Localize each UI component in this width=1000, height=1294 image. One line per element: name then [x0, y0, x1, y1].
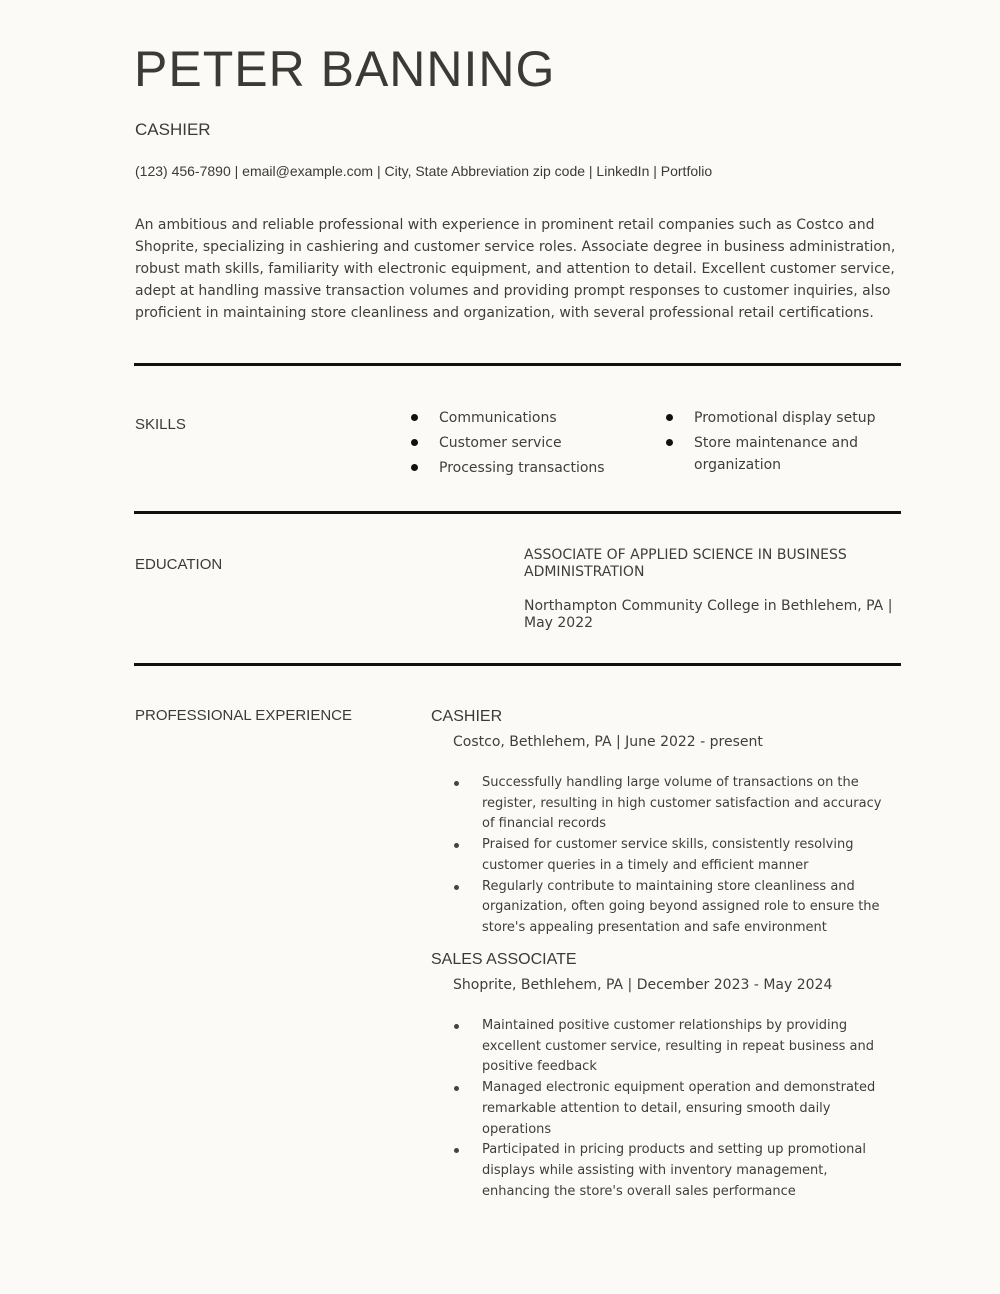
role-bullets [453, 1016, 893, 1202]
experience-heading: PROFESSIONAL EXPERIENCE [135, 707, 353, 724]
skills-list-left [411, 407, 605, 482]
candidate-name: PETER BANNING [134, 41, 556, 97]
skill-item: Processing transactions [411, 457, 605, 479]
education-degree: ASSOCIATE OF APPLIED SCIENCE IN BUSINESS ADMINISTRATION [524, 547, 847, 580]
role-meta: Shoprite, Bethlehem, PA | December 2023 - May 2024 [453, 977, 833, 993]
bullet-item: Praised for customer service skills, consistently resolving customer queries in a timely and efficient manner [453, 835, 893, 876]
bullet-item: Participated in pricing products and setting up promotional displays while assisting with inventory management, enhancing the store's overall sales performance [453, 1140, 893, 1202]
role-meta: Costco, Bethlehem, PA | June 2022 - present [453, 734, 763, 750]
skill-item: Promotional display setup [666, 407, 896, 429]
skill-item: Communications [411, 407, 605, 429]
contact-line: (123) 456-7890 | email@example.com | City, State Abbreviation zip code | LinkedIn | Portfolio [135, 163, 713, 179]
job-title: CASHIER [135, 120, 211, 139]
skill-item: Store maintenance and organization [666, 432, 896, 476]
role-title: CASHIER [431, 708, 503, 725]
bullet-item: Regularly contribute to maintaining store cleanliness and organization, often going beyond assigned role to ensure the store's appealing presentation and safe environment [453, 877, 893, 939]
bullet-item: Maintained positive customer relationships by providing excellent customer service, resulting in repeat business and positive feedback [453, 1016, 893, 1078]
bullet-item: Successfully handling large volume of transactions on the register, resulting in high customer satisfaction and accuracy of financial records [453, 773, 893, 835]
skill-item: Customer service [411, 432, 605, 454]
role-bullets [453, 773, 893, 939]
skills-list-right [666, 407, 896, 479]
role-title: SALES ASSOCIATE [431, 951, 577, 968]
section-divider [134, 663, 901, 666]
section-divider [134, 511, 901, 514]
education-heading: EDUCATION [135, 556, 223, 573]
skills-heading: SKILLS [135, 416, 186, 433]
bullet-item: Managed electronic equipment operation and demonstrated remarkable attention to detail, ensuring smooth daily operations [453, 1078, 893, 1140]
section-divider [134, 363, 901, 366]
professional-summary: An ambitious and reliable professional with experience in prominent retail companies such as Costco and Shoprite, specializing in cashiering and customer service roles. Associate degree in business administration, robust math skills, familiarity with electronic equipment, and attention to detail. Excellent customer service, adept at handling massive transaction volumes and providing prompt responses to customer inquiries, also proficient in maintaining store cleanliness and organization, with several professional retail certifications. [135, 217, 896, 321]
education-school: Northampton Community College in Bethlehem, PA | May 2022 [524, 598, 893, 631]
